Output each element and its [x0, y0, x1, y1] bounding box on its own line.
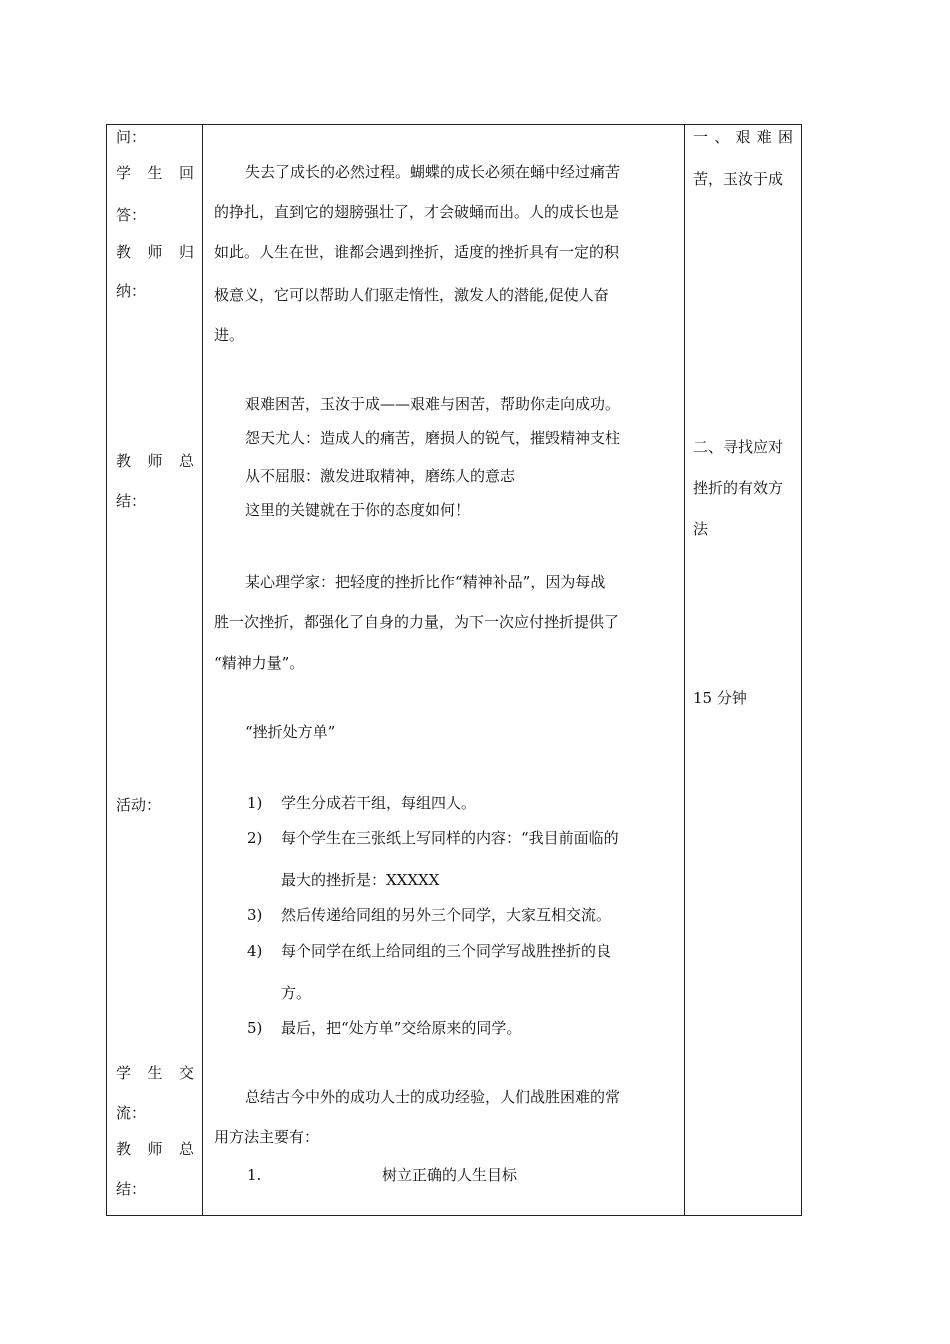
left-label-ask: 问：	[116, 128, 147, 146]
step-text: 方。	[281, 984, 312, 1002]
left-label-answer-end: 答：	[116, 206, 147, 224]
step-text: 最后，把“处方单”交给原来的同学。	[281, 1019, 522, 1037]
right-heading-one-cont: 苦，玉汝于成	[693, 170, 784, 188]
step-text: 每个学生在三张纸上写同样的内容：“我目前面临的	[281, 829, 619, 847]
paragraph-line: 用方法主要有：	[214, 1128, 320, 1146]
right-duration: 15 分钟	[693, 689, 747, 707]
paragraph-line: 总结古今中外的成功人士的成功经验，人们战胜困难的常	[245, 1088, 621, 1106]
column-divider-left	[202, 125, 203, 1215]
step-number: 3)	[247, 906, 263, 924]
left-label-activity: 活动：	[116, 796, 162, 814]
step-number: 4)	[247, 942, 263, 960]
paragraph-line: 这里的关键就在于你的态度如何！	[245, 501, 471, 519]
step-text: 最大的挫折是：XXXXX	[281, 871, 440, 889]
paragraph-line: 某心理学家：把轻度的挫折比作“精神补品”，因为每战	[245, 573, 606, 591]
paragraph-line: 极意义，它可以帮助人们驱走惰性，激发人的潜能,促使人奋	[214, 286, 609, 304]
left-label-teacher-final: 教 师 总	[116, 1140, 194, 1158]
step-number: 2)	[247, 829, 263, 847]
left-label-summary-end: 纳：	[116, 282, 147, 300]
left-label-teacher-conclusion: 教 师 总	[116, 452, 194, 470]
left-label-student-answer: 学 生 回	[116, 164, 194, 182]
paragraph-line: 艰难困苦，玉汝于成——艰难与困苦，帮助你走向成功。	[245, 395, 621, 413]
paragraph-line: 胜一次挫折，都强化了自身的力量，为下一次应付挫折提供了	[214, 613, 620, 631]
method-number: 1.	[247, 1166, 262, 1184]
left-label-final-end: 结：	[116, 1180, 147, 1198]
right-heading-two-end: 法	[693, 520, 709, 538]
paragraph-line: 进。	[214, 326, 245, 344]
method-text: 树立正确的人生目标	[382, 1166, 518, 1184]
column-divider-right	[684, 125, 685, 1215]
step-text: 每个同学在纸上给同组的三个同学写战胜挫折的良	[281, 942, 612, 960]
step-text: 然后传递给同组的另外三个同学，大家互相交流。	[281, 906, 612, 924]
right-heading-one: 一 、 艰 难 困	[693, 128, 793, 146]
left-label-exchange-end: 流：	[116, 1104, 147, 1122]
left-label-teacher-summary: 教 师 归	[116, 243, 194, 261]
step-number: 1)	[247, 794, 263, 812]
right-heading-two-cont: 挫折的有效方	[693, 479, 784, 497]
paragraph-line: 如此。人生在世，谁都会遇到挫折，适度的挫折具有一定的积	[214, 243, 620, 261]
paragraph-line: 失去了成长的必然过程。蝴蝶的成长必须在蛹中经过痛苦	[245, 163, 621, 181]
paragraph-line: “精神力量”。	[214, 654, 305, 672]
right-heading-two: 二、寻找应对	[693, 438, 784, 456]
paragraph-line: 从不屈服：激发进取精神，磨练人的意志	[245, 467, 516, 485]
step-text: 学生分成若干组，每组四人。	[281, 794, 477, 812]
activity-title: “挫折处方单”	[245, 723, 336, 741]
step-number: 5)	[247, 1019, 263, 1037]
left-label-conclusion-end: 结：	[116, 492, 147, 510]
paragraph-line: 怨天尤人：造成人的痛苦，磨损人的锐气，摧毁精神支柱	[245, 429, 621, 447]
left-label-student-exchange: 学 生 交	[116, 1064, 194, 1082]
paragraph-line: 的挣扎，直到它的翅膀强壮了，才会破蛹而出。人的成长也是	[214, 203, 620, 221]
